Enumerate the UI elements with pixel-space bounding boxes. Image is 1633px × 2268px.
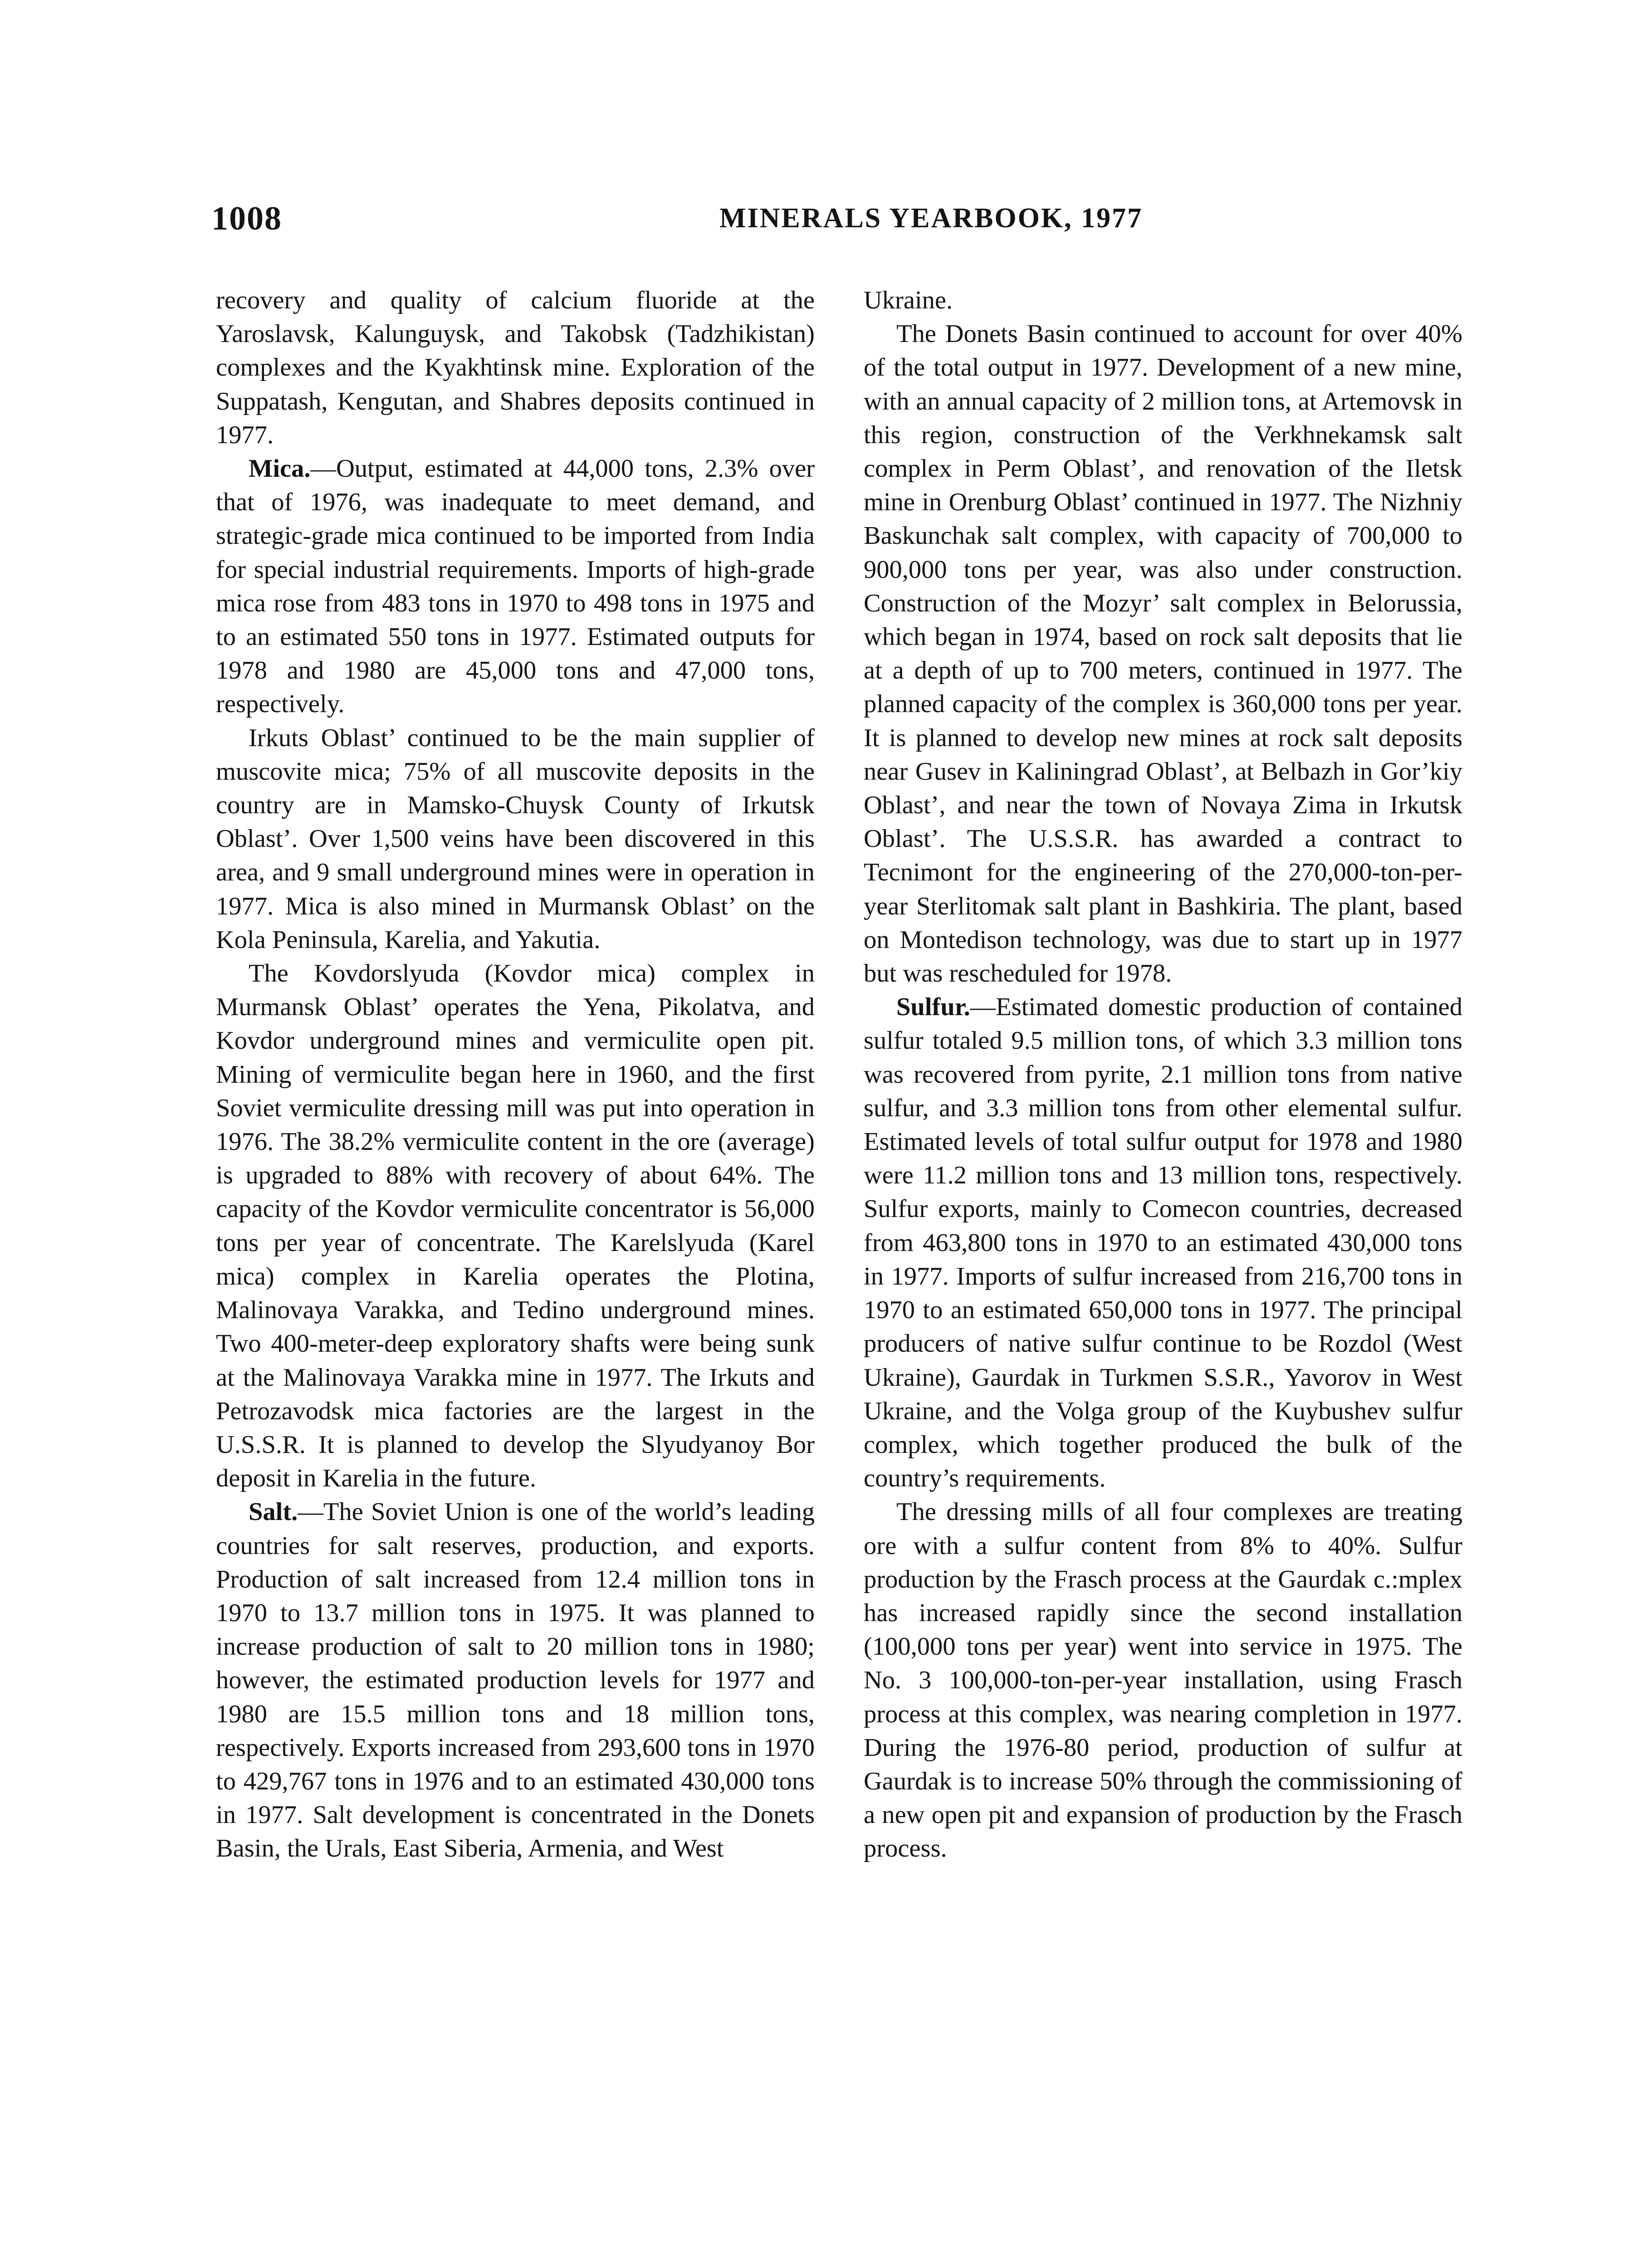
paragraph-mica — [216, 452, 815, 721]
paragraph — [216, 721, 815, 957]
paragraph-text: Ukraine. — [864, 286, 953, 314]
paragraph-salt — [216, 1495, 815, 1865]
section-heading-salt: Salt. — [249, 1498, 298, 1526]
paragraph — [216, 957, 815, 1495]
paragraph — [864, 317, 1462, 990]
running-title: MINERALS YEARBOOK, 1977 — [719, 203, 1143, 234]
paragraph-text: recovery and quality of calcium fluoride at the Yaroslavsk, Kalunguysk, and Takobsk (Tadzhikistan) complexes and the Kyakhtinsk mine. Exploration of the Suppatash, Kengutan, and Shabres deposits continued in 1977. — [216, 286, 815, 449]
section-heading-sulfur: Sulfur. — [896, 993, 970, 1022]
section-heading-mica: Mica. — [249, 455, 311, 483]
right-column — [864, 284, 1462, 1866]
paragraph-text: —Estimated domestic production of contained sulfur totaled 9.5 million tons, of which 3.3 million tons was recovered from pyrite, 2.1 million tons from native sulfur, and 3.3 million tons from other elemental sulfur. Estimated levels of total sulfur output for 1978 and 1980 were 11.2 million tons and 13 million tons, respectively. Sulfur exports, mainly to Comecon countries, decreased from 463,800 tons in 1970 to an estimated 430,000 tons in 1977. Imports of sulfur increased from 216,700 tons in 1970 to an estimated 650,000 tons in 1977. The principal producers of native sulfur continue to be Rozdol (West Ukraine), Gaurdak in Turkmen S.S.R., Yavorov in West Ukraine, and the Volga group of the Kuybushev sulfur complex, which together produced the bulk of the country’s requirements. — [864, 993, 1462, 1493]
left-column — [216, 284, 815, 1866]
paragraph-sulfur — [864, 990, 1462, 1495]
paragraph — [864, 1495, 1462, 1865]
paragraph-text: The Donets Basin continued to account for over 40% of the total output in 1977. Development of a new mine, with an annual capacity of 2 million tons, at Artemovsk in this region, construction of the Verkhnekamsk salt complex in Perm Oblast’, and renovation of the Iletsk mine in Orenburg Oblast’ continued in 1977. The Nizhniy Baskunchak salt complex, with capacity of 700,000 to 900,000 tons per year, was also under construction. Construction of the Mozyr’ salt complex in Belorussia, which began in 1974, based on rock salt deposits that lie at a depth of up to 700 meters, continued in 1977. The planned capacity of the complex is 360,000 tons per year. It is planned to develop new mines at rock salt deposits near Gusev in Kaliningrad Oblast’, at Belbazh in Gor’kiy Oblast’, and near the town of Novaya Zima in Irkutsk Oblast’. The U.S.S.R. has awarded a contract to Tecnimont for the engineering of the 270,000-ton-per-year Sterlitomak salt plant in Bashkiria. The plant, based on Montedison technology, was due to start up in 1977 but was rescheduled for 1978. — [864, 320, 1462, 988]
page-number: 1008 — [211, 200, 282, 237]
paragraph — [216, 284, 815, 452]
paragraph-text: —Output, estimated at 44,000 tons, 2.3% over that of 1976, was inadequate to meet demand, and strategic-grade mica continued to be imported from India for special industrial requirements. Imports of high-grade mica rose from 483 tons in 1970 to 498 tons in 1975 and to an estimated 550 tons in 1977. Estimated outputs for 1978 and 1980 are 45,000 tons and 47,000 tons, respectively. — [216, 455, 815, 719]
paragraph-text: The dressing mills of all four complexes are treating ore with a sulfur content from 8% to 40%. Sulfur production by the Frasch process at the Gaurdak c.:mplex has increased rapidly since the second installation (100,000 tons per year) went into service in 1975. The No. 3 100,000-ton-per-year installation, using Frasch process at this complex, was nearing completion in 1977. During the 1976-80 period, production of sulfur at Gaurdak is to increase 50% through the commissioning of a new open pit and expansion of production by the Frasch process. — [864, 1498, 1462, 1863]
paragraph — [864, 284, 1462, 317]
paragraph-text: Irkuts Oblast’ continued to be the main supplier of muscovite mica; 75% of all muscovite deposits in the country are in Mamsko-Chuysk County of Irkutsk Oblast’. Over 1,500 veins have been discovered in this area, and 9 small underground mines were in operation in 1977. Mica is also mined in Murmansk Oblast’ on the Kola Peninsula, Karelia, and Yakutia. — [216, 723, 815, 954]
paragraph-text: —The Soviet Union is one of the world’s leading countries for salt reserves, production, and exports. Production of salt increased from 12.4 million tons in 1970 to 13.7 million tons in 1975. It was planned to increase production of salt to 20 million tons in 1980; however, the estimated production levels for 1977 and 1980 are 15.5 million tons and 18 million tons, respectively. Exports increased from 293,600 tons in 1970 to 429,767 tons in 1976 and to an estimated 430,000 tons in 1977. Salt development is concentrated in the Donets Basin, the Urals, East Siberia, Armenia, and West — [216, 1498, 815, 1863]
running-head — [211, 200, 1465, 240]
paragraph-text: The Kovdorslyuda (Kovdor mica) complex in Murmansk Oblast’ operates the Yena, Pikolatva, and Kovdor underground mines and vermiculite open pit. Mining of vermiculite began here in 1960, and the first Soviet vermiculite dressing mill was put into operation in 1976. The 38.2% vermiculite content in the ore (average) is upgraded to 88% with recovery of about 64%. The capacity of the Kovdor vermiculite concentrator is 56,000 tons per year of concentrate. The Karelslyuda (Karel mica) complex in Karelia operates the Plotina, Malinovaya Varakka, and Tedino underground mines. Two 400-meter-deep exploratory shafts were being sunk at the Malinovaya Varakka mine in 1977. The Irkuts and Petrozavodsk mica factories are the largest in the U.S.S.R. It is planned to develop the Slyudyanoy Bor deposit in Karelia in the future. — [216, 959, 815, 1493]
